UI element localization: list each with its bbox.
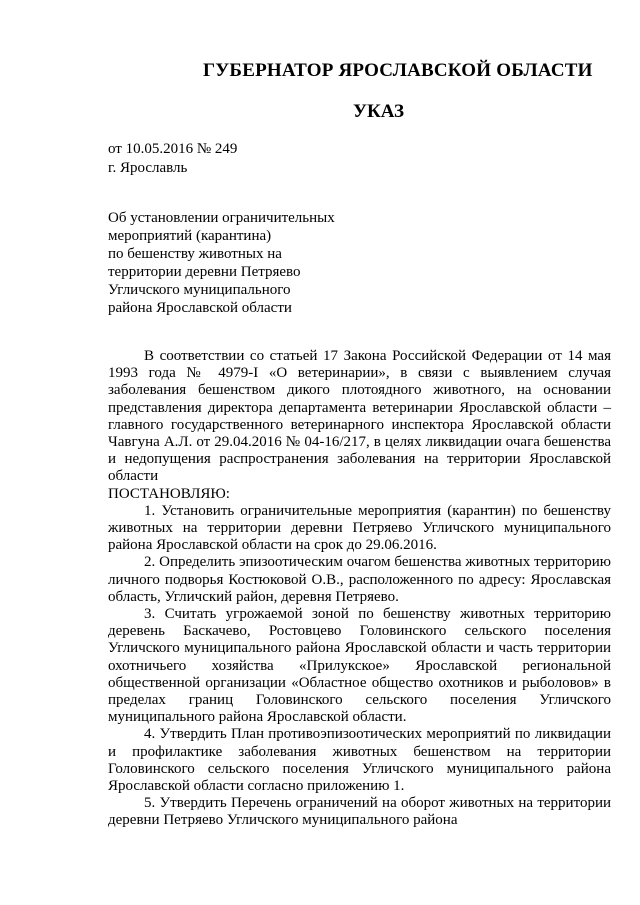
subject-line: мероприятий (карантина) [108, 228, 272, 244]
subject-line: территории деревни Петряево [108, 264, 301, 280]
decree-item: 4. Утвердить План противоэпизоотических мероприятий по ликвидации и профилактике заболевания животных бешенством на территории Головинского сельского поселения Угличского муниципального района Ярославской области согласно приложению 1. [108, 726, 611, 795]
document-meta [108, 140, 237, 178]
document-subject [108, 209, 335, 317]
document-body [108, 348, 611, 830]
decree-item: 2. Определить эпизоотическим очагом бешенства животных территорию личного подворья Костюковой О.В., расположенного по адресу: Ярославская область, Угличский район, деревня Петряево. [108, 554, 611, 605]
subject-line: района Ярославской области [108, 300, 292, 316]
issuing-authority-heading: ГУБЕРНАТОР ЯРОСЛАВСКОЙ ОБЛАСТИ [203, 60, 593, 81]
decree-item: 5. Утвердить Перечень ограничений на оборот животных на территории деревни Петряево Угличского муниципального района [108, 795, 611, 829]
preamble-paragraph: В соответствии со статьей 17 Закона Российской Федерации от 14 мая 1993 года № 4979-I «О ветеринарии», в связи с выявлением случая заболевания бешенством дикого плотоядного животного, на основании представления директора департамента ветеринарии Ярославской области – главного государственного ветеринарного инспектора Ярославской области Чавгуна А.Л. от 29.04.2016 № 04-16/217, в целях ликвидации очага бешенства и недопущения распространения заболевания на территории Ярославской области [108, 348, 611, 485]
decree-item: 1. Установить ограничительные мероприятия (карантин) по бешенству животных на территории деревни Петряево Угличского муниципального района Ярославской области на срок до 29.06.2016. [108, 502, 611, 554]
city: г. Ярославль [108, 160, 188, 176]
subject-line: по бешенству животных на [108, 246, 282, 262]
subject-line: Угличского муниципального [108, 282, 291, 298]
date-number: от 10.05.2016 № 249 [108, 141, 238, 157]
decree-item: 3. Считать угрожаемой зоной по бешенству животных территорию деревень Баскачево, Ростовцево Головинского сельского поселения Угличского муниципального района Ярославской области и часть территории охотничьего хозяйства «Прилукское» Ярославской региональной общественной организации «Областное общество охотников и рыболовов» в пределах границ Головинского сельского поселения Угличского муниципального района Ярославской области. [108, 606, 611, 726]
decree-word: ПОСТАНОВЛЯЮ: [108, 485, 230, 502]
subject-line: Об установлении ограничительных [108, 210, 335, 226]
document-type-heading: УКАЗ [353, 101, 404, 122]
